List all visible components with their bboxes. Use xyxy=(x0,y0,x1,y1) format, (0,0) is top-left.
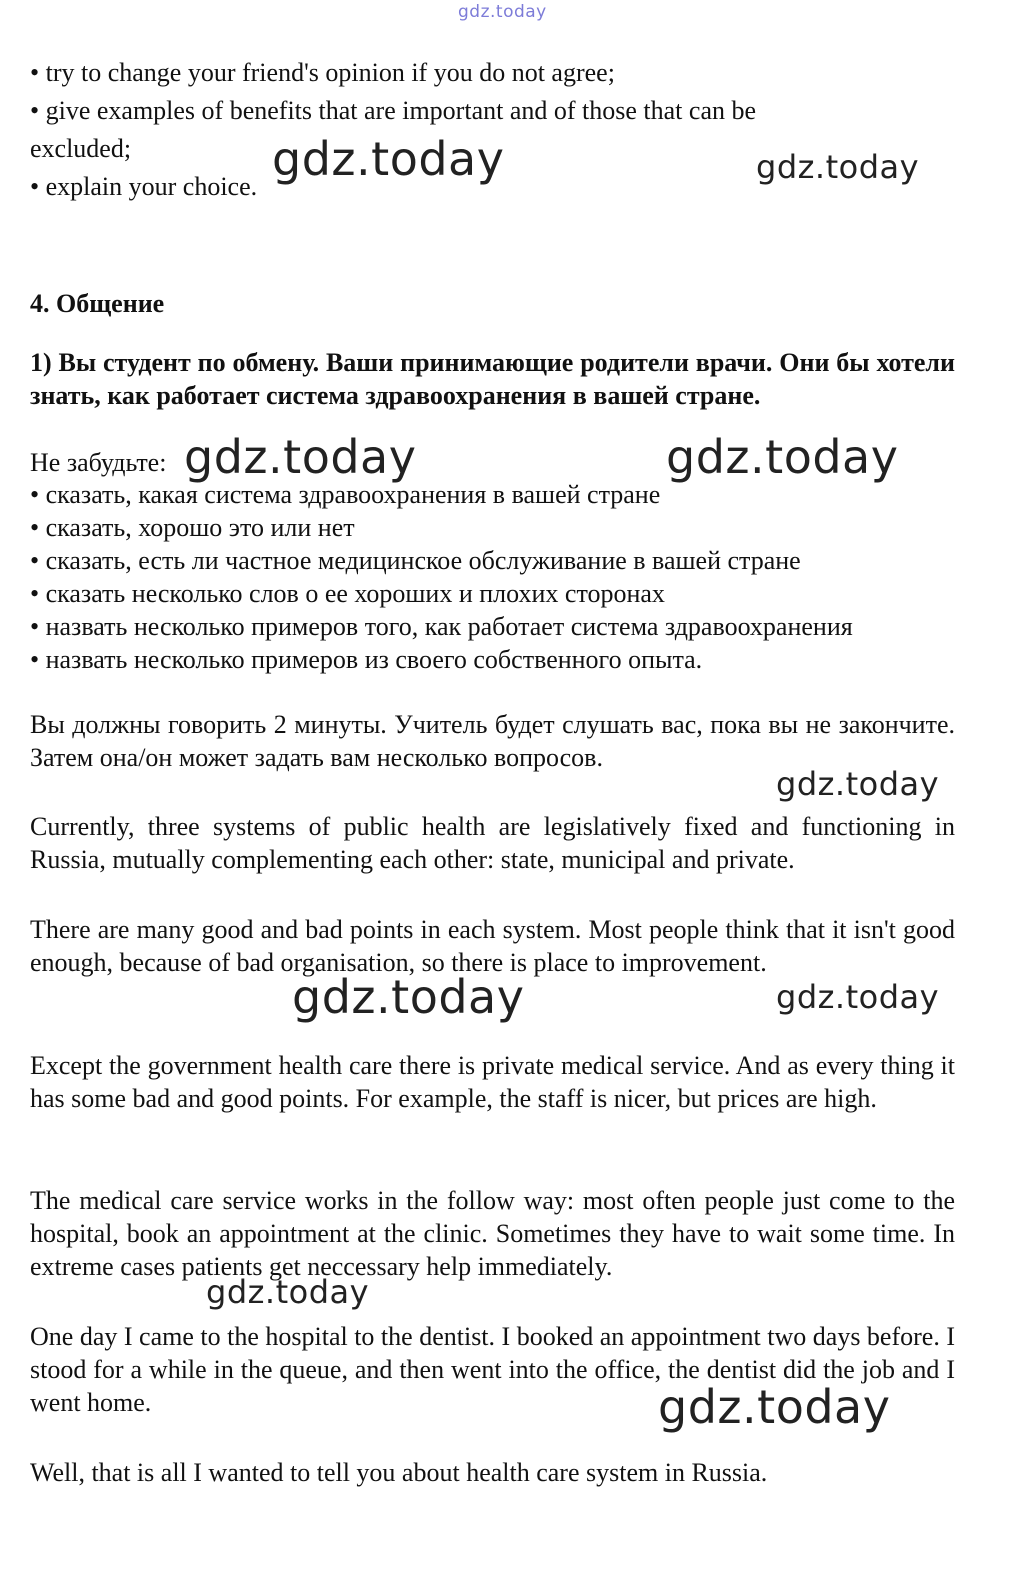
watermark: gdz.today xyxy=(292,970,525,1024)
answer-paragraph-5: One day I came to the hospital to the dentist. I booked an appointment two days before. I stood for a while in the queue, and then went into the office, the dentist did the job and I went home. xyxy=(30,1322,955,1417)
reminder-bullet-4: • сказать несколько слов о ее хороших и плохих сторонах xyxy=(30,579,665,608)
answer-paragraph-2: There are many good and bad points in each system. Most people think that it isn't good enough, because of bad organisation, so there is place to improvement. xyxy=(30,915,955,977)
answer-paragraph-3: Except the government health care there is private medical service. And as every thing it has some bad and good points. For example, the staff is nicer, but prices are high. xyxy=(30,1051,955,1113)
reminder-bullet-2: • сказать, хорошо это или нет xyxy=(30,513,355,542)
reminder-bullet-6: • назвать несколько примеров из своего собственного опыта. xyxy=(30,645,703,674)
answer-paragraph-6: Well, that is all I wanted to tell you about health care system in Russia. xyxy=(30,1458,768,1487)
watermark: gdz.today xyxy=(776,978,940,1016)
intro-bullet-2-cont: excluded; xyxy=(30,134,132,163)
instructions-text: Вы должны говорить 2 минуты. Учитель будет слушать вас, пока вы не закончите. Затем она/он может задать вам несколько вопросов. xyxy=(30,710,955,772)
reminder-bullet-5: • назвать несколько примеров того, как работает система здравоохранения xyxy=(30,612,853,641)
answer-paragraph-1: Currently, three systems of public health are legislatively fixed and functioning in Russia, mutually complementing each other: state, municipal and private. xyxy=(30,812,955,874)
watermark-top: gdz.today xyxy=(458,2,547,22)
answer-paragraph-4: The medical care service works in the follow way: most often people just come to the hospital, book an appointment at the clinic. Sometimes they have to wait some time. In extreme cases patients get neccessary help immediately. xyxy=(30,1186,955,1281)
watermark: gdz.today xyxy=(756,148,920,186)
reminder-label: Не забудьте: xyxy=(30,448,167,477)
watermark: gdz.today xyxy=(206,1273,370,1311)
intro-bullet-1: • try to change your friend's opinion if you do not agree; xyxy=(30,58,615,87)
reminder-bullet-3: • сказать, есть ли частное медицинское обслуживание в вашей стране xyxy=(30,546,801,575)
watermark: gdz.today xyxy=(666,430,899,484)
section-heading: 4. Общение xyxy=(30,289,165,318)
intro-bullet-2: • give examples of benefits that are important and of those that can be xyxy=(30,96,757,125)
watermark: gdz.today xyxy=(658,1380,891,1434)
watermark: gdz.today xyxy=(184,430,417,484)
reminder-bullet-1: • сказать, какая система здравоохранения в вашей стране xyxy=(30,480,661,509)
watermark: gdz.today xyxy=(776,765,940,803)
watermark: gdz.today xyxy=(272,132,505,186)
task-text: 1) Вы студент по обмену. Ваши принимающие родители врачи. Они бы хотели знать, как работает система здравоохранения в вашей стране. xyxy=(30,348,955,410)
intro-bullet-3: • explain your choice. xyxy=(30,172,258,201)
